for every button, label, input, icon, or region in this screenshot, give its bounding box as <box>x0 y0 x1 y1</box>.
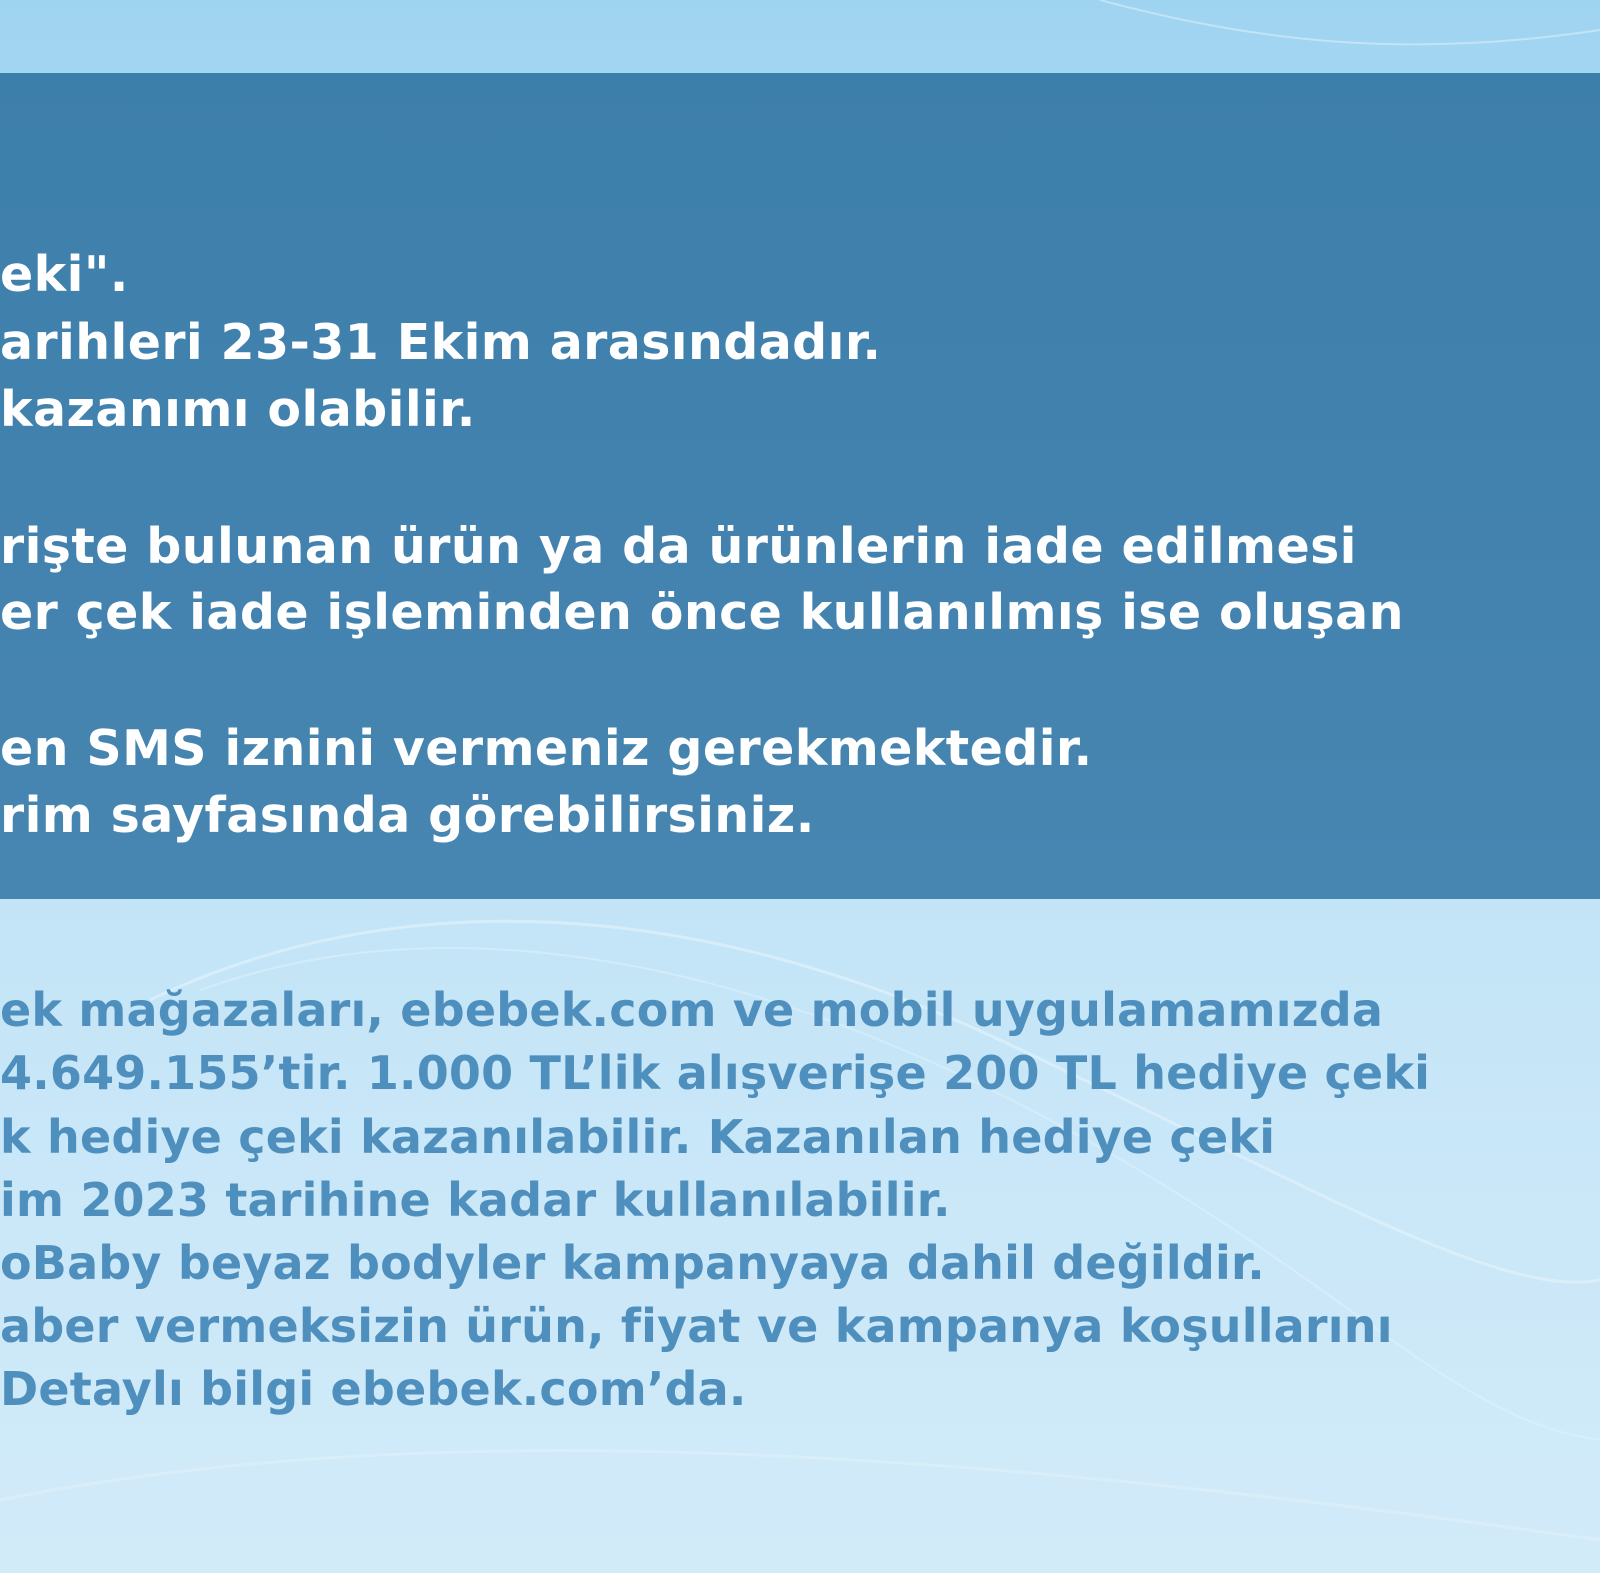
panel-text-line-3: kazanımı olabilir. <box>0 381 476 438</box>
footer-text-line-4: im 2023 tarihine kadar kullanılabilir. <box>0 1173 951 1227</box>
footer-text-line-3: k hediye çeki kazanılabilir. Kazanılan hediye çeki <box>0 1110 1276 1164</box>
footer-text-line-7: Detaylı bilgi ebebek.com’da. <box>0 1362 747 1416</box>
panel-text-line-7: rim sayfasında görebilirsiniz. <box>0 787 815 844</box>
panel-text-line-6: en SMS iznini vermeniz gerekmektedir. <box>0 720 1093 777</box>
footer-text-line-2: 4.649.155’tir. 1.000 TL’lik alışverişe 200 TL hediye çeki <box>0 1046 1431 1100</box>
panel-text-line-1: eki". <box>0 246 129 303</box>
footer-text-line-1: ek mağazaları, ebebek.com ve mobil uygulamamızda <box>0 983 1384 1037</box>
panel-text-line-2: arihleri 23-31 Ekim arasındadır. <box>0 314 882 371</box>
footer-text-line-5: oBaby beyaz bodyler kampanyaya dahil değildir. <box>0 1236 1265 1290</box>
panel-text-line-5: er çek iade işleminden önce kullanılmış ise oluşan <box>0 584 1404 641</box>
terms-panel <box>0 73 1600 899</box>
panel-text-line-4: rişte bulunan ürün ya da ürünlerin iade edilmesi <box>0 518 1357 575</box>
footer-text-line-6: aber vermeksizin ürün, fiyat ve kampanya koşullarını <box>0 1299 1393 1353</box>
